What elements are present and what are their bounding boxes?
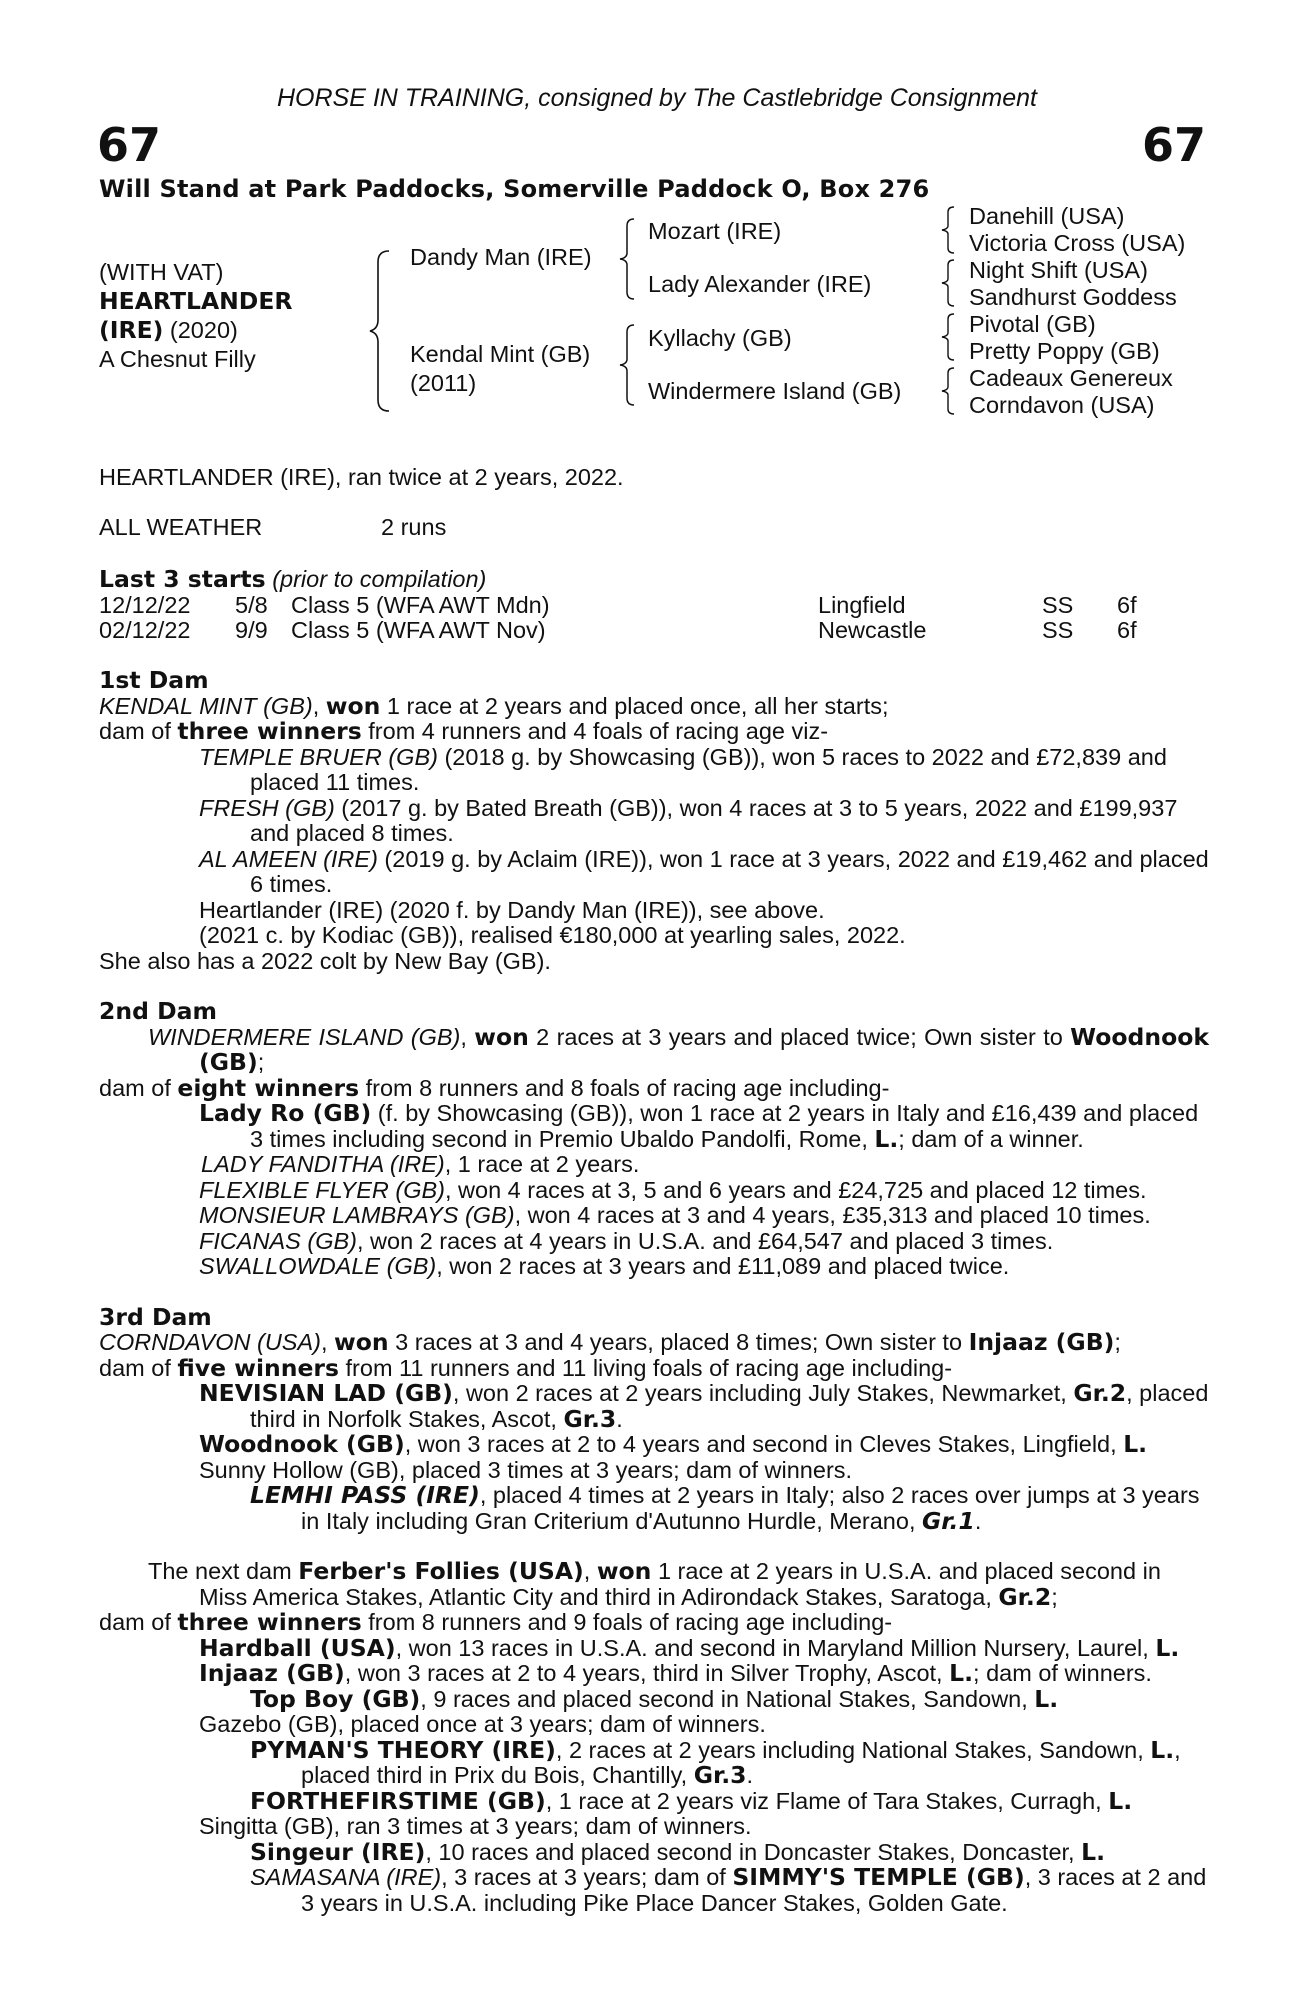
produce-entry: NEVISIAN LAD (GB), won 2 races at 2 years including July Stakes, Newmarket, Gr.2, placed third in Norfolk Stakes, Ascot, Gr.3. <box>199 1379 1209 1433</box>
dam-record: WINDERMERE ISLAND (GB), won 2 races at 3 years and placed twice; Own sister to Woodnook (GB); <box>148 1022 1210 1076</box>
ancestor: Night Shift (USA) <box>969 257 1148 283</box>
produce-entry: SAMASANA (IRE), 3 races at 3 years; dam of SIMMY'S TEMPLE (GB), 3 races at 2 and 3 years in U.S.A. including Pike Place Dancer Stakes, Golden Gate. <box>250 1863 1207 1916</box>
start-going: SS <box>1042 591 1074 618</box>
start-row <box>99 593 1209 619</box>
section-heading: 3rd Dam <box>99 1302 212 1331</box>
ancestor: Cadeaux Genereux <box>969 365 1173 391</box>
produce-entry: Lady Ro (GB) (f. by Showcasing (GB)), won 1 race at 2 years in Italy and £16,439 and placed 3 times including second in Premio Ubaldo Pandolfi, Rome, L.; dam of a winner. <box>199 1099 1199 1153</box>
produce-entry: LADY FANDITHA (IRE), 1 race at 2 years. <box>201 1151 640 1177</box>
third-dam-section <box>99 1302 1209 1535</box>
dam-record: The next dam Ferber's Follies (USA), won 1 race at 2 years in U.S.A. and placed second in Miss America Stakes, Atlantic City and third in Adirondack Stakes, Saratoga, Gr.2; <box>148 1557 1161 1611</box>
race-summary: HEARTLANDER (IRE), ran twice at 2 years, 2022. <box>99 464 624 490</box>
produce-entry: FICANAS (GB), won 2 races at 4 years in U.S.A. and £64,547 and placed 3 times. <box>199 1227 1054 1254</box>
gen4-bracket-3 <box>940 313 960 361</box>
produce-entry: Singitta (GB), ran 3 times at 3 years; dam of winners. <box>199 1813 752 1839</box>
last-starts-heading: Last 3 starts <box>99 565 266 593</box>
produce-entry: Sunny Hollow (GB), placed 3 times at 3 years; dam of winners. <box>199 1456 853 1483</box>
start-position: 9/9 <box>235 617 268 643</box>
dam-produce-summary: dam of five winners from 11 runners and 11 living foals of racing age including- <box>99 1353 953 1382</box>
lot-number-left: 67 <box>97 118 162 172</box>
next-dam-section <box>99 1559 1209 1916</box>
start-course: Newcastle <box>818 617 927 643</box>
lot-number-right: 67 <box>1141 118 1206 172</box>
produce-note: She also has a 2022 colt by New Bay (GB). <box>99 947 551 974</box>
produce-entry: Heartlander (IRE) (2020 f. by Dandy Man (IRE)), see above. <box>199 896 825 923</box>
second-dam-section <box>99 999 1209 1280</box>
last-starts-note: (prior to compilation) <box>265 566 487 592</box>
produce-entry: FLEXIBLE FLYER (GB), won 4 races at 3, 5 and 6 years and £24,725 and placed 12 times. <box>199 1176 1147 1203</box>
dam-year: (2011) <box>410 370 477 396</box>
section-heading: 2nd Dam <box>99 997 217 1025</box>
last-starts <box>99 567 1209 644</box>
sire-dam: Lady Alexander (IRE) <box>648 271 872 297</box>
produce-entry: Gazebo (GB), placed once at 3 years; dam of winners. <box>199 1711 766 1737</box>
produce-entry: AL AMEEN (IRE) (2019 g. by Aclaim (IRE)), won 1 race at 3 years, 2022 and £19,462 and placed 6 times. <box>199 845 1209 897</box>
dam-sire: Kyllachy (GB) <box>648 325 792 351</box>
section-heading: 1st Dam <box>99 666 209 694</box>
produce-entry: Woodnook (GB), won 3 races at 2 to 4 years and second in Cleves Stakes, Lingfield, L. <box>199 1430 1148 1458</box>
horse-name: HEARTLANDER <box>99 287 293 315</box>
produce-entry: Singeur (IRE), 10 races and placed second in Doncaster Stakes, Doncaster, L. <box>250 1837 1106 1866</box>
gen4-bracket-1 <box>940 206 960 254</box>
produce-entry: FRESH (GB) (2017 g. by Bated Breath (GB)), won 4 races at 3 to 5 years, 2022 and £199,937 and placed 8 times. <box>199 794 1178 846</box>
start-race: Class 5 (WFA AWT Mdn) <box>291 591 550 618</box>
sire-bracket <box>618 218 640 300</box>
gen4-bracket-4 <box>940 367 960 415</box>
horse-year: (2020) <box>169 317 238 343</box>
horse-description: A Chesnut Filly <box>99 346 256 372</box>
surface-label: ALL WEATHER <box>99 514 263 540</box>
produce-entry: TEMPLE BRUER (GB) (2018 g. by Showcasing (GB)), won 5 races to 2022 and £72,839 and placed 11 times. <box>199 743 1167 795</box>
sire: Dandy Man (IRE) <box>410 244 592 270</box>
produce-entry: FORTHEFIRSTIME (GB), 1 race at 2 years viz Flame of Tara Stakes, Curragh, L. <box>250 1786 1133 1815</box>
start-date: 12/12/22 <box>99 591 191 618</box>
start-date: 02/12/22 <box>99 617 191 643</box>
ancestor: Sandhurst Goddess <box>969 284 1177 310</box>
start-going: SS <box>1042 617 1074 643</box>
stand-location: Will Stand at Park Paddocks, Somerville Paddock O, Box 276 <box>99 175 930 203</box>
produce-entry: LEMHI PASS (IRE), placed 4 times at 2 years in Italy; also 2 races over jumps at 3 years in Italy including Gran Criterium d'Autunno Hurdle, Merano, Gr.1. <box>250 1481 1200 1535</box>
page-header: HORSE IN TRAINING, consigned by The Castlebridge Consignment <box>276 84 1038 112</box>
dam-bracket <box>618 324 640 406</box>
produce-entry: MONSIEUR LAMBRAYS (GB), won 4 races at 3 and 4 years, £35,313 and placed 10 times. <box>199 1202 1151 1228</box>
pedigree-bracket-main <box>367 250 397 412</box>
start-race: Class 5 (WFA AWT Nov) <box>291 617 546 643</box>
dam-produce-summary: dam of three winners from 8 runners and 9 foals of racing age including- <box>99 1608 893 1636</box>
produce-entry: PYMAN'S THEORY (IRE), 2 races at 2 years including National Stakes, Sandown, L., placed third in Prix du Bois, Chantilly, Gr.3. <box>250 1735 1181 1789</box>
start-course: Lingfield <box>818 591 906 618</box>
produce-entry: SWALLOWDALE (GB), won 2 races at 3 years and £11,089 and placed twice. <box>199 1253 1010 1279</box>
ancestor: Victoria Cross (USA) <box>969 230 1186 256</box>
dam: Kendal Mint (GB) <box>410 341 591 367</box>
dam-record: CORNDAVON (USA), won 3 races at 3 and 4 years, placed 8 times; Own sister to Injaaz (GB); <box>99 1328 1121 1356</box>
start-row <box>99 618 1209 644</box>
dam-produce-summary: dam of eight winners from 8 runners and 8 foals of racing age including- <box>99 1073 890 1102</box>
dam-produce-summary: dam of three winners from 4 runners and 4 foals of racing age viz- <box>99 717 829 745</box>
start-position: 5/8 <box>235 591 268 618</box>
horse-country: (IRE) <box>99 316 164 344</box>
vat-note: (WITH VAT) <box>99 259 224 285</box>
ancestor: Pretty Poppy (GB) <box>969 338 1160 364</box>
ancestor: Danehill (USA) <box>969 203 1125 229</box>
sire-sire: Mozart (IRE) <box>648 218 782 244</box>
gen4-bracket-2 <box>940 259 960 307</box>
ancestor: Pivotal (GB) <box>969 311 1096 337</box>
horse-info <box>99 258 292 374</box>
start-distance: 6f <box>1117 617 1137 643</box>
gen4-ancestors <box>969 203 1185 419</box>
ancestor: Corndavon (USA) <box>969 392 1155 418</box>
start-distance: 6f <box>1117 591 1137 618</box>
dam-sections <box>99 668 1209 1916</box>
produce-entry: Injaaz (GB), won 3 races at 2 to 4 years, third in Silver Trophy, Ascot, L.; dam of winners. <box>199 1659 1152 1687</box>
produce-entry: Hardball (USA), won 13 races in U.S.A. and second in Maryland Million Nursery, Laurel, L. <box>199 1633 1180 1662</box>
dam-dam: Windermere Island (GB) <box>648 378 902 404</box>
dam-record: KENDAL MINT (GB), won 1 race at 2 years and placed once, all her starts; <box>99 691 889 720</box>
surface-runs: 2 runs <box>381 514 447 540</box>
first-dam-section <box>99 668 1209 974</box>
produce-entry: Top Boy (GB), 9 races and placed second in National Stakes, Sandown, L. <box>250 1684 1059 1713</box>
produce-entry: (2021 c. by Kodiac (GB)), realised €180,000 at yearling sales, 2022. <box>199 922 906 948</box>
